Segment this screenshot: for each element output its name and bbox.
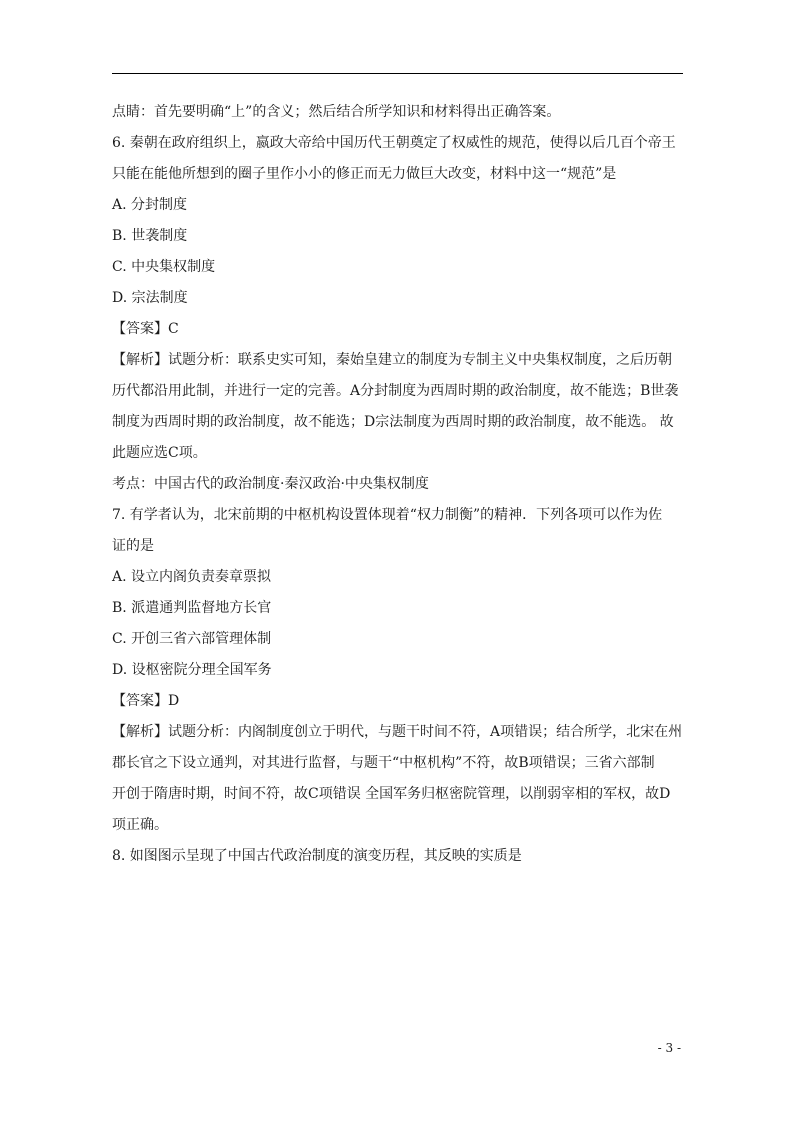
question-6-answer: 【答案】C xyxy=(112,321,179,337)
question-7-option-b: B. 派遣通判监督地方长官 xyxy=(112,600,272,616)
question-7-option-d: D. 设枢密院分理全国军务 xyxy=(112,662,272,678)
question-7-analysis-line-4: 项正确。 xyxy=(112,817,168,833)
question-7-stem-line-2: 证的是 xyxy=(112,538,154,554)
question-6-option-d: D. 宗法制度 xyxy=(112,290,188,306)
question-6-analysis-line-1: 【解析】试题分析：联系史实可知，秦始皇建立的制度为专制主义中央集权制度，之后历朝 xyxy=(112,352,672,368)
question-6-analysis-line-3: 制度为西周时期的政治制度，故不能选；D宗法制度为西周时期的政治制度，故不能选。 故 xyxy=(112,414,674,430)
question-7-option-a: A. 设立内阁负责奏章票拟 xyxy=(112,569,272,585)
question-6-analysis-line-4: 此题应选C项。 xyxy=(112,445,207,461)
hint-line: 点睛：首先要明确“上”的含义；然后结合所学知识和材料得出正确答案。 xyxy=(112,104,561,120)
question-6-stem-line-2: 只能在能他所想到的圈子里作小小的修正而无力做巨大改变，材料中这一“规范”是 xyxy=(112,166,617,182)
document-body xyxy=(112,97,683,872)
question-7-analysis-line-1: 【解析】试题分析：内阁制度创立于明代，与题干时间不符，A项错误；结合所学，北宋在州 xyxy=(112,724,683,740)
header-rule xyxy=(112,73,683,74)
question-6-option-c: C. 中央集权制度 xyxy=(112,259,216,275)
question-6-option-a: A. 分封制度 xyxy=(112,197,188,213)
question-7-analysis-line-2: 郡长官之下设立通判，对其进行监督，与题干“中枢机构”不符，故B项错误；三省六部制 xyxy=(112,755,655,771)
question-6-stem-line-1: 6. 秦朝在政府组织上，嬴政大帝给中国历代王朝奠定了权威性的规范，使得以后几百个帝王 xyxy=(112,135,676,151)
question-7-stem-line-1: 7. 有学者认为，北宋前期的中枢机构设置体现着“权力制衡”的精神．下列各项可以作为佐 xyxy=(112,507,663,523)
question-6-analysis-line-2: 历代都沿用此制，并进行一定的完善。A分封制度为西周时期的政治制度，故不能选；B世袭 xyxy=(112,383,679,399)
question-7-answer: 【答案】D xyxy=(112,693,180,709)
page-number: - 3 - xyxy=(657,1041,681,1055)
question-6-topic: 考点：中国古代的政治制度·秦汉政治·中央集权制度 xyxy=(112,476,429,492)
question-8-stem: 8. 如图图示呈现了中国古代政治制度的演变历程，其反映的实质是 xyxy=(112,848,522,864)
question-7-analysis-line-3: 开创于隋唐时期，时间不符，故C项错误 全国军务归枢密院管理，以削弱宰相的军权，故D xyxy=(112,786,671,802)
question-7-option-c: C. 开创三省六部管理体制 xyxy=(112,631,272,647)
question-6-option-b: B. 世袭制度 xyxy=(112,228,188,244)
